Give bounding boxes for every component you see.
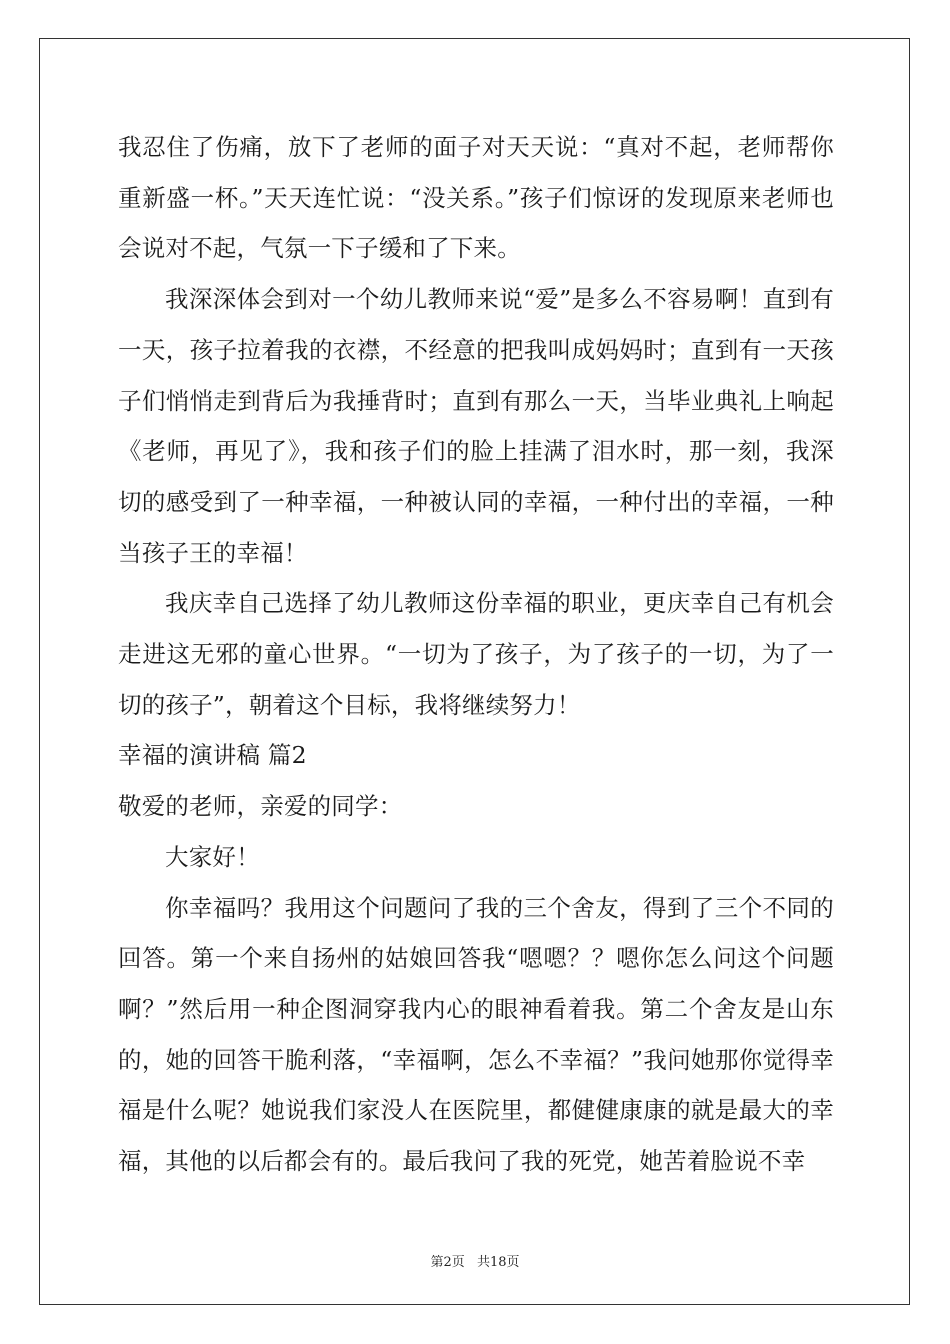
salutation: 敬爱的老师，亲爱的同学： [118,792,403,821]
page-number: 第2页 [430,1255,465,1270]
paragraph-4: 你幸福吗？我用这个问题问了我的三个舍友，得到了三个不同的回答。第一个来自扬州的姑娘回答我“嗯嗯？？嗯你怎么问这个问题啊？”然后用一种企图洞穿我内心的眼神看着我。第二个舍友是山东的，她的回答干脆利落，“幸福啊，怎么不幸福？”我问她那你觉得幸福是什么呢？她说我们家没人在医院里，都健健康康的就是最大的幸福，其他的以后都会有的。最后我问了我的死党，她苦着脸说不幸 [118,893,834,1176]
paragraph-1: 我忍住了伤痛，放下了老师的面子对天天说：“真对不起，老师帮你重新盛一杯。”天天连忙说：“没关系。”孩子们惊讶的发现原来老师也会说对不起，气氛一下子缓和了下来。 [118,133,834,263]
page-footer [0,1251,950,1270]
page-total: 共18页 [476,1255,520,1270]
paragraph-2: 我深深体会到对一个幼儿教师来说“爱”是多么不容易啊！直到有一天，孩子拉着我的衣襟，不经意的把我叫成妈妈时；直到有一天孩子们悄悄走到背后为我捶背时；直到有那么一天，当毕业典礼上响起《老师，再见了》，我和孩子们的脸上挂满了泪水时，那一刻，我深切的感受到了一种幸福，一种被认同的幸福，一种付出的幸福，一种当孩子王的幸福！ [118,285,834,567]
paragraph-3: 我庆幸自己选择了幼儿教师这份幸福的职业，更庆幸自己有机会走进这无邪的童心世界。“一切为了孩子，为了孩子的一切，为了一切的孩子”，朝着这个目标，我将继续努力！ [118,589,834,719]
greeting: 大家好！ [165,842,260,871]
section-heading: 幸福的演讲稿 篇2 [118,741,307,770]
document-body [118,122,834,1187]
